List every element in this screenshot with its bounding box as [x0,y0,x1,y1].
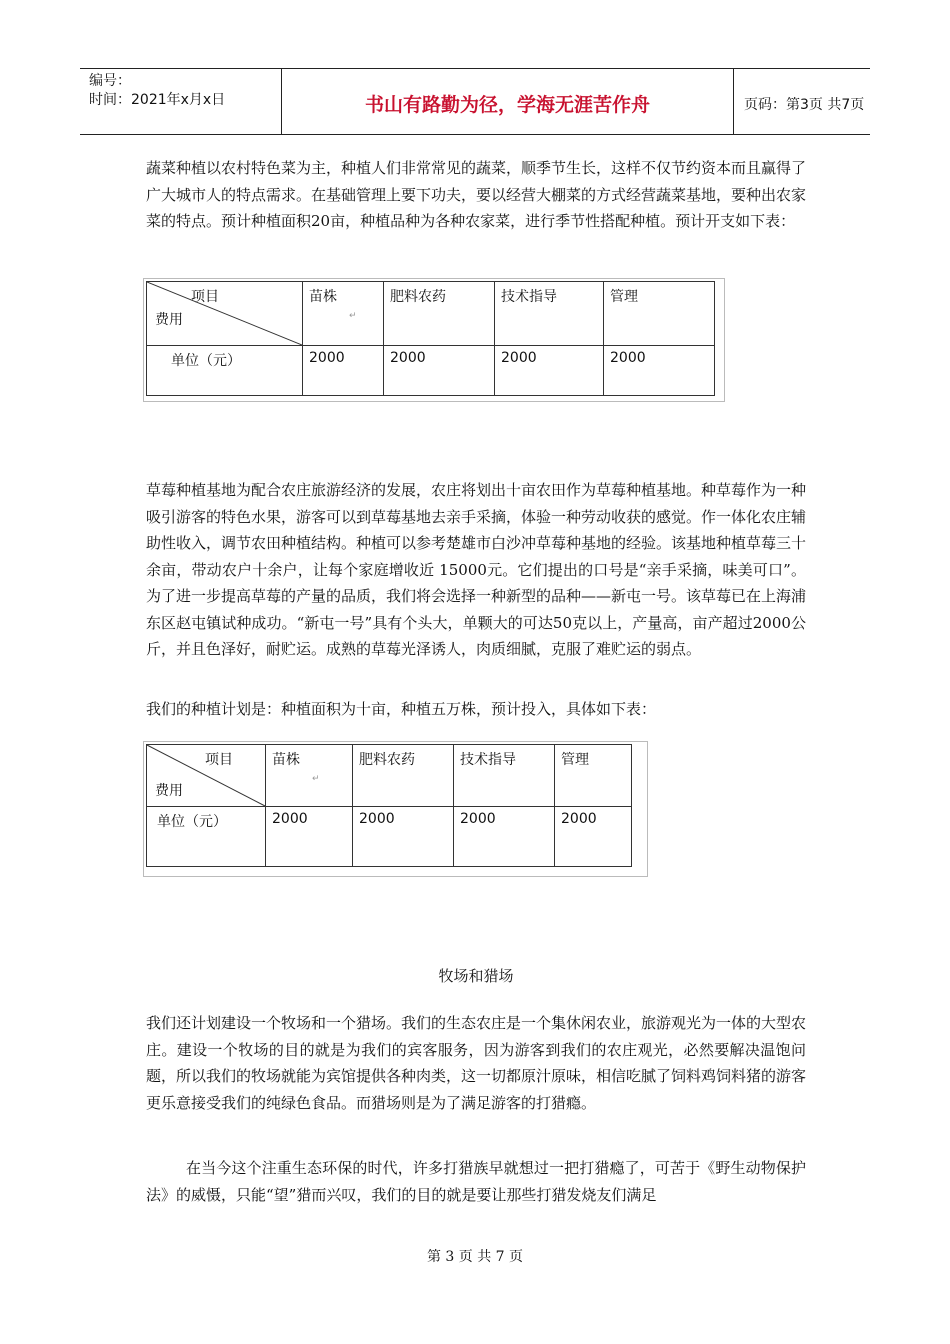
corner-bottom-label: 费用 [155,312,183,328]
header-page-number: 页码：第3页 共7页 [744,96,865,113]
table-header-cell: 苗株 ↵ [266,745,353,807]
table-corner-cell [147,745,266,807]
table-header-cell: 技术指导 [495,282,604,346]
table-header-cell: 肥料农药 [384,282,495,346]
cost-table-strawberry [143,741,648,877]
table [146,281,715,396]
page-footer: 第 3 页 共 7 页 [426,1249,524,1265]
paragraph-strawberry: 草莓种植基地为配合农庄旅游经济的发展，农庄将划出十亩农田作为草莓种植基地。种草莓作为一种吸引游客的特色水果，游客可以到草莓基地去亲手采摘，体验一种劳动收获的感觉。作一体化农庄辅助性收入，调节农田种植结构。种植可以参考楚雄市白沙冲草莓种基地的经验。该基地种植草莓三十余亩，带动农户十余户，让每个家庭增收近 15000元。它们提出的口号是“亲手采摘，味美可口”。为了进一步提高草莓的产量的品质，我们将会选择一种新型的品种——新屯一号。该草莓已在上海浦东区赵屯镇试种成功。“新屯一号”具有个头大，单颗大的可达50克以上，产量高，亩产超过2000公斤，并且色泽好，耐贮运。成熟的草莓光泽诱人，肉质细腻，克服了难贮运的弱点。 [146,481,807,658]
cost-table-vegetables [143,278,725,402]
time-label: 时间：2021年x月x日 [89,92,226,108]
page-header [80,68,870,135]
paragraph-hunting: 在当今这个注重生态环保的时代，许多打猎族早就想过一把打猎瘾了，可苦于《野生动物保护法》的威慑，只能“望”猎而兴叹，我们的目的就是要让那些打猎发烧友们满足 [146,1159,806,1204]
table-cell: 2000 [353,807,454,867]
table-header-cell: 管理 [604,282,715,346]
paragraph-ranch: 我们还计划建设一个牧场和一个猎场。我们的生态农庄是一个集休闲农业，旅游观光为一体的大型农庄。建设一个牧场的目的就是为我们的宾客服务，因为游客到我们的农庄观光，必然要解决温饱问题，所以我们的牧场就能为宾馆提供各种肉类，这一切都原汁原味，相信吃腻了饲料鸡饲料猪的游客更乐意接受我们的纯绿色食品。而猎场则是为了满足游客的打猎瘾。 [146,1014,807,1112]
corner-bottom-label: 费用 [155,783,183,799]
table-cell: 2000 [266,807,353,867]
table-header-cell: 管理 [555,745,632,807]
table-cell: 2000 [303,346,384,396]
table-header-cell: 技术指导 [454,745,555,807]
corner-top-label: 项目 [205,752,233,768]
table-cell: 2000 [384,346,495,396]
serial-label: 编号： [89,73,131,89]
table-row-label: 单位（元） [147,807,266,867]
paragraph-plan: 我们的种植计划是：种植面积为十亩，种植五万株，预计投入，具体如下表： [146,700,657,718]
table-cell: 2000 [454,807,555,867]
table-cell: 2000 [555,807,632,867]
table-row-label: 单位（元） [147,346,303,396]
paragraph-vegetables: 蔬菜种植以农村特色菜为主，种植人们非常常见的蔬菜，顺季节生长，这样不仅节约资本而且赢得了广大城市人的特点需求。在基础管理上要下功夫，要以经营大棚菜的方式经营蔬菜基地，要种出农家菜的特点。预计种植面积20亩，种植品种为各种农家菜，进行季节性搭配种植。预计开支如下表： [146,159,807,230]
corner-top-label: 项目 [191,289,219,305]
table [146,744,632,867]
table-cell: 2000 [495,346,604,396]
table-cell: 2000 [604,346,715,396]
table-header-cell: 肥料农药 [353,745,454,807]
header-motto: 书山有路勤为径，学海无涯苦作舟 [282,69,734,134]
table-corner-cell [147,282,303,346]
table-header-cell: 苗株 ↵ [303,282,384,346]
header-meta [80,69,282,134]
section-heading: 牧场和猎场 [438,967,514,985]
